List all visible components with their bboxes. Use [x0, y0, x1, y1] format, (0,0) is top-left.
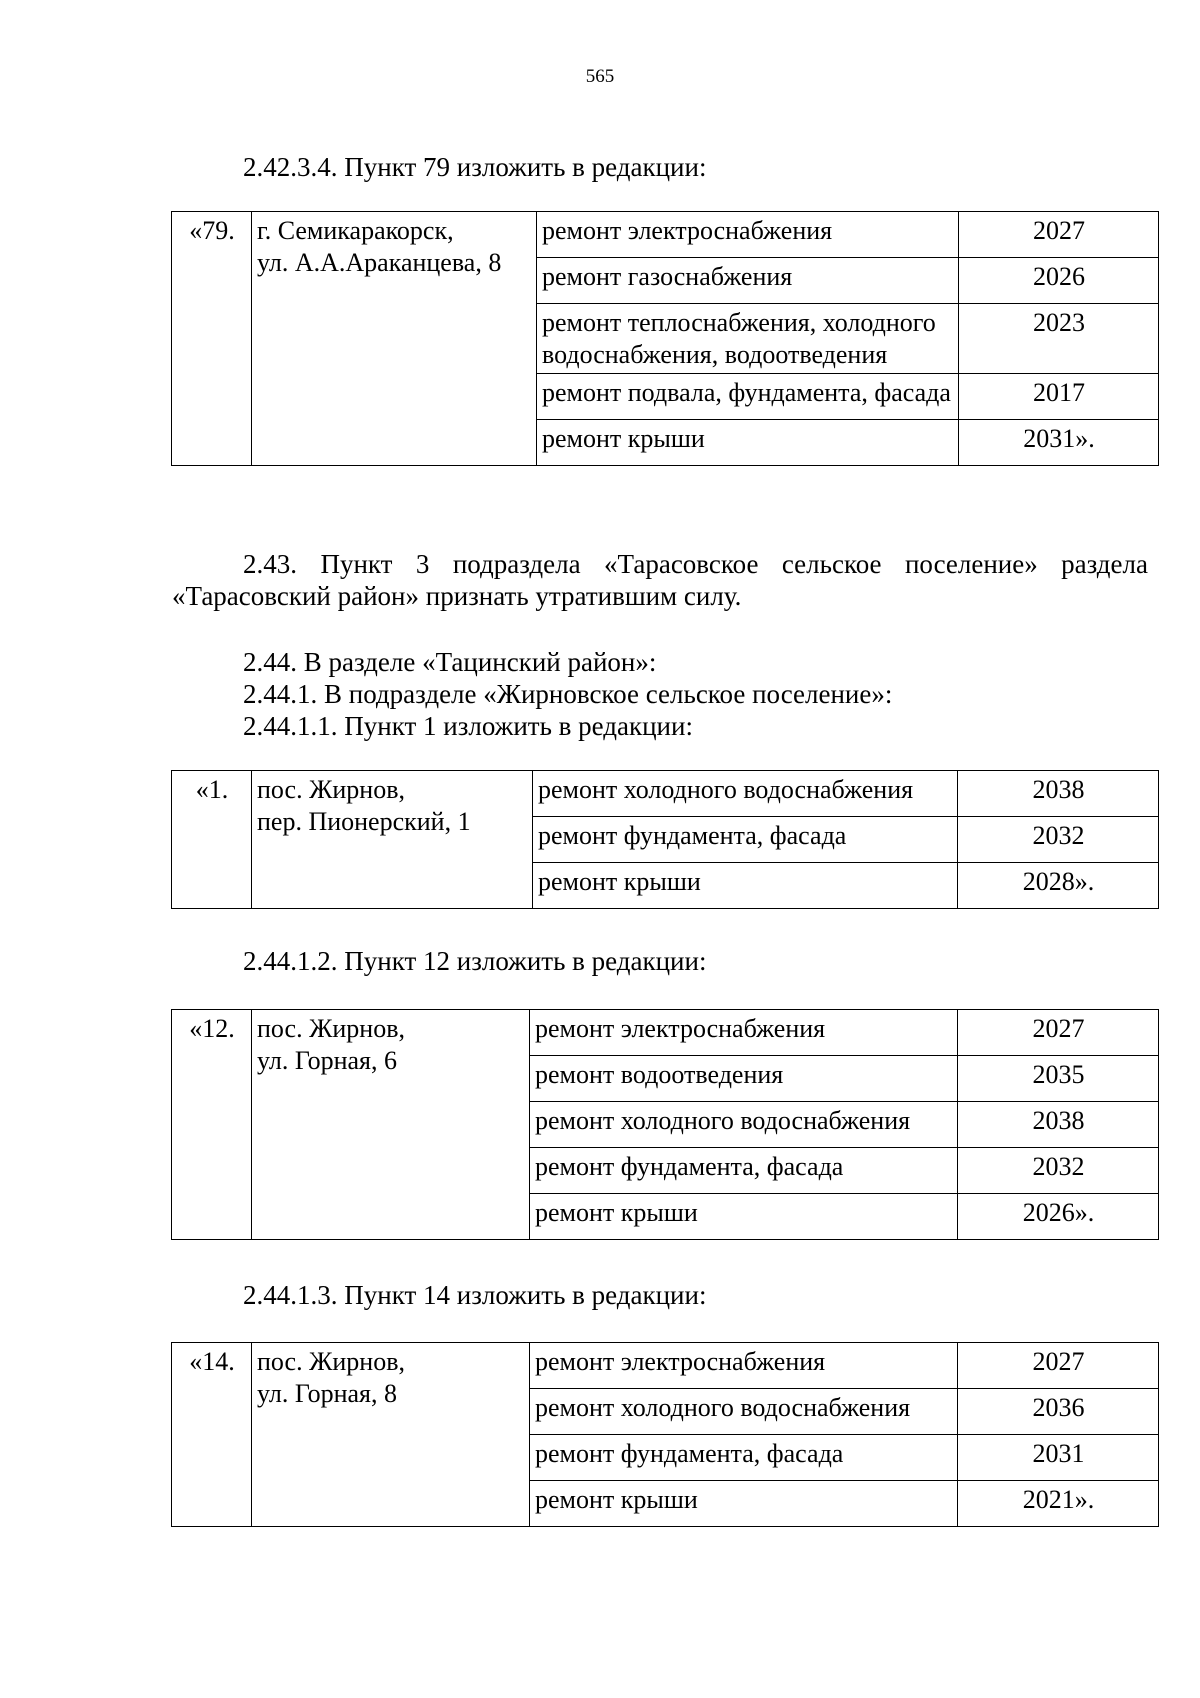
- paragraph-2-42-3-4: 2.42.3.4. Пункт 79 изложить в редакции:: [243, 152, 707, 182]
- address-line: пос. Жирнов,: [257, 1014, 406, 1043]
- table-item-79: [171, 211, 1159, 466]
- address-line: пос. Жирнов,: [257, 1347, 406, 1376]
- work-year: 2017: [959, 374, 1159, 420]
- work-year: 2026: [959, 258, 1159, 304]
- work-year: 2036: [958, 1389, 1159, 1435]
- work-type: ремонт крыши: [530, 1481, 958, 1527]
- address-line: пос. Жирнов,: [257, 775, 406, 804]
- address-line: г. Семикаракорск,: [257, 216, 454, 245]
- work-year: 2032: [958, 817, 1159, 863]
- work-type: ремонт подвала, фундамента, фасада: [537, 374, 959, 420]
- work-year: 2038: [958, 771, 1159, 817]
- table-item-14: [171, 1342, 1159, 1527]
- work-year: 2027: [958, 1010, 1159, 1056]
- work-year: 2031».: [959, 420, 1159, 466]
- item-address: [252, 771, 533, 909]
- paragraph-2-44-1-3: 2.44.1.3. Пункт 14 изложить в редакции:: [243, 1280, 707, 1310]
- work-type: ремонт крыши: [533, 863, 958, 909]
- work-type: ремонт фундамента, фасада: [530, 1148, 958, 1194]
- work-type: ремонт фундамента, фасада: [530, 1435, 958, 1481]
- work-type: ремонт электроснабжения: [530, 1010, 958, 1056]
- work-year: 2021».: [958, 1481, 1159, 1527]
- item-number: «12.: [172, 1010, 252, 1240]
- work-year: 2027: [959, 212, 1159, 258]
- paragraph-2-44: 2.44. В разделе «Тацинский район»:: [243, 647, 657, 677]
- work-type: ремонт водоотведения: [530, 1056, 958, 1102]
- item-number: «14.: [172, 1343, 252, 1527]
- work-year: 2035: [958, 1056, 1159, 1102]
- paragraph-2-44-1-1: 2.44.1.1. Пункт 1 изложить в редакции:: [243, 711, 693, 741]
- work-type: ремонт холодного водоснабжения: [533, 771, 958, 817]
- work-type: ремонт крыши: [537, 420, 959, 466]
- table-item-1: [171, 770, 1159, 909]
- work-type: ремонт газоснабжения: [537, 258, 959, 304]
- table-row: [172, 771, 1159, 817]
- work-year: 2038: [958, 1102, 1159, 1148]
- paragraph-2-44-1-2: 2.44.1.2. Пункт 12 изложить в редакции:: [243, 946, 707, 976]
- paragraph-2-44-1: 2.44.1. В подразделе «Жирновское сельское поселение»:: [243, 679, 893, 709]
- table-row: [172, 212, 1159, 258]
- table-row: [172, 1343, 1159, 1389]
- item-address: [252, 1010, 530, 1240]
- work-year: 2031: [958, 1435, 1159, 1481]
- table-row: [172, 1010, 1159, 1056]
- item-number: «79.: [172, 212, 252, 466]
- address-line: ул. Горная, 8: [257, 1379, 397, 1408]
- address-line: ул. Горная, 6: [257, 1046, 397, 1075]
- work-type: ремонт холодного водоснабжения: [530, 1102, 958, 1148]
- work-year: 2026».: [958, 1194, 1159, 1240]
- work-type: ремонт электроснабжения: [530, 1343, 958, 1389]
- work-type: ремонт электроснабжения: [537, 212, 959, 258]
- work-type: ремонт крыши: [530, 1194, 958, 1240]
- address-line: ул. А.А.Араканцева, 8: [257, 248, 502, 277]
- work-type: ремонт фундамента, фасада: [533, 817, 958, 863]
- work-year: 2023: [959, 304, 1159, 374]
- work-type: ремонт холодного водоснабжения: [530, 1389, 958, 1435]
- paragraph-2-43: 2.43. Пункт 3 подраздела «Тарасовское сельское поселение» раздела «Тарасовский район» признать утратившим силу.: [172, 549, 1148, 611]
- table-item-12: [171, 1009, 1159, 1240]
- item-address: [252, 212, 537, 466]
- page-number: 565: [585, 66, 615, 87]
- address-line: пер. Пионерский, 1: [257, 807, 471, 836]
- work-year: 2027: [958, 1343, 1159, 1389]
- item-address: [252, 1343, 530, 1527]
- work-year: 2028».: [958, 863, 1159, 909]
- item-number: «1.: [172, 771, 252, 909]
- work-type: ремонт теплоснабжения, холодного водоснабжения, водоотведения: [537, 304, 959, 374]
- work-year: 2032: [958, 1148, 1159, 1194]
